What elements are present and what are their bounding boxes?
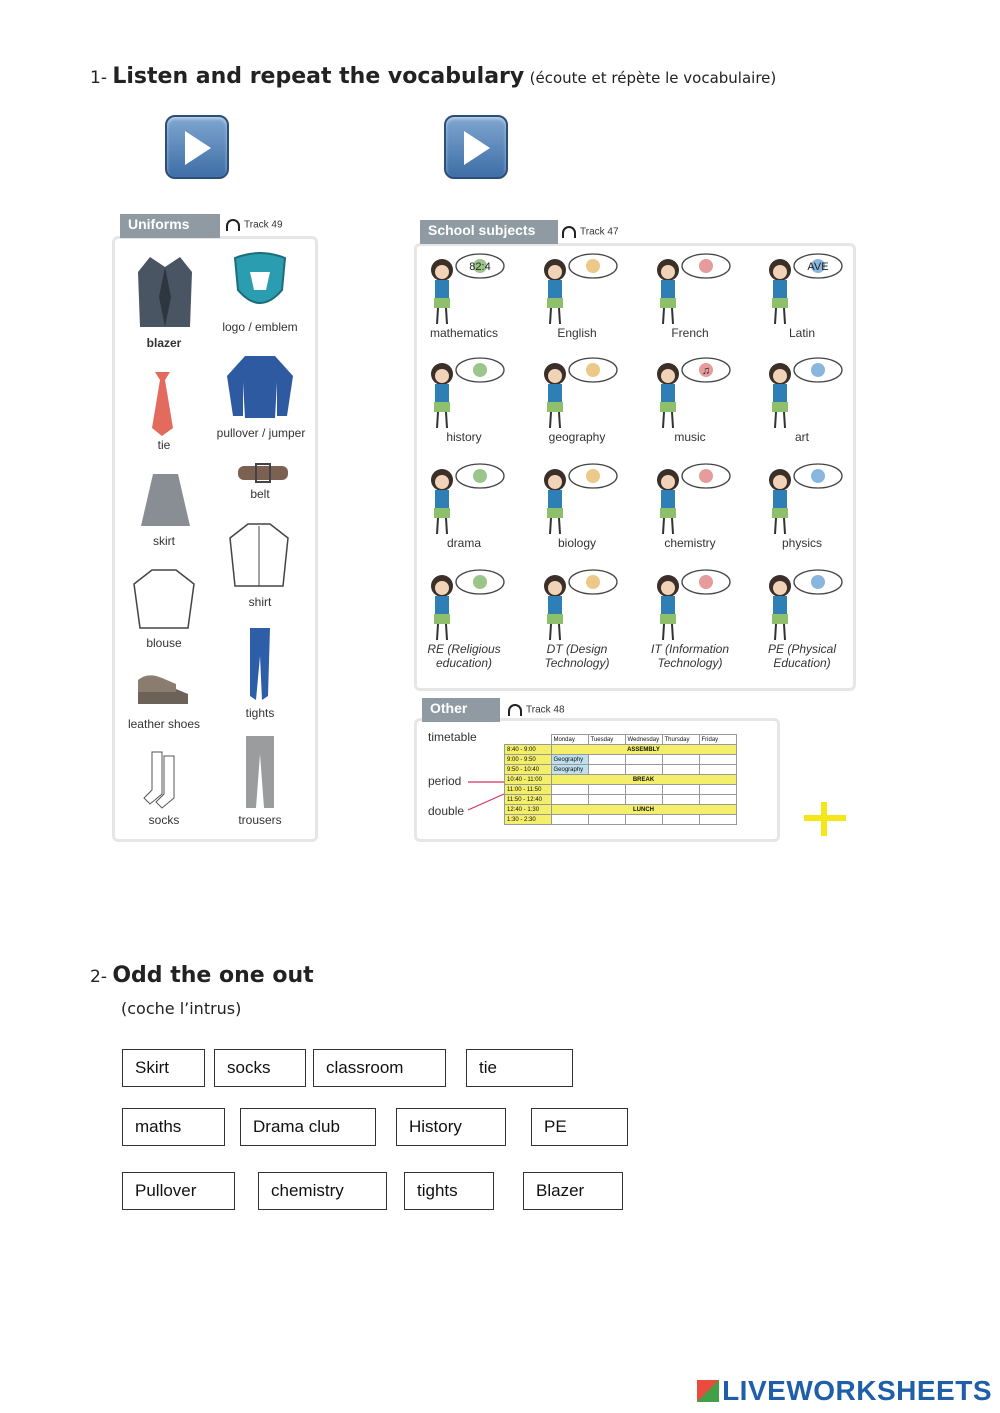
- headphones-icon: [226, 219, 240, 231]
- subject-label: [529, 326, 625, 340]
- uniform-label: leather shoes: [127, 717, 201, 731]
- timetable-day: Tuesday: [588, 735, 625, 745]
- student-figure-icon: [533, 568, 623, 643]
- other-term-timetable: timetable: [428, 730, 477, 744]
- option-box[interactable]: socks: [214, 1049, 306, 1087]
- tie-icon: [145, 368, 180, 438]
- timetable-cell: [699, 815, 736, 825]
- section-1-title: Listen and repeat the vocabulary: [112, 64, 525, 89]
- timetable-time: 11:50 - 12:40: [505, 795, 552, 805]
- uniform-label: pullover / jumper: [216, 426, 306, 440]
- student-figure-icon: [420, 462, 510, 537]
- subject-name: English: [557, 326, 597, 340]
- uniforms-header: Uniforms: [120, 214, 220, 238]
- trousers-icon: [242, 734, 278, 812]
- play-button-uniforms[interactable]: [165, 115, 229, 179]
- student-figure-icon: [420, 252, 510, 327]
- option-box[interactable]: chemistry: [258, 1172, 387, 1210]
- timetable-row: [505, 815, 737, 825]
- tights-icon: [244, 626, 276, 704]
- subject-label: [754, 430, 850, 444]
- student-figure-icon: [533, 252, 623, 327]
- subject-label: [754, 536, 850, 550]
- subject-label: [416, 536, 512, 550]
- subject-label: [642, 642, 738, 670]
- other-track[interactable]: [508, 704, 565, 716]
- subjects-track-label: Track 47: [580, 226, 619, 238]
- section-2-heading: [90, 963, 314, 988]
- belt-icon: [236, 458, 290, 488]
- timetable-cell: [662, 795, 699, 805]
- section-2-title: Odd the one out: [112, 963, 314, 988]
- subject-name: drama: [446, 536, 481, 550]
- uniform-label: logo / emblem: [222, 320, 298, 334]
- subject-name: French: [671, 326, 709, 340]
- timetable-row: [505, 785, 737, 795]
- uniform-label: shirt: [248, 595, 272, 609]
- other-term-double: double: [428, 804, 465, 818]
- section-2-number: 2-: [90, 967, 107, 987]
- uniform-label: skirt: [153, 534, 175, 548]
- option-box[interactable]: maths: [122, 1108, 225, 1146]
- timetable-time: 9:50 - 10:40: [505, 765, 552, 775]
- other-track-label: Track 48: [526, 704, 565, 716]
- subject-name-cont: education): [435, 656, 493, 670]
- timetable-band: LUNCH: [551, 805, 736, 815]
- subject-label: [416, 642, 512, 670]
- option-box[interactable]: Drama club: [240, 1108, 376, 1146]
- timetable-cell: [699, 765, 736, 775]
- timetable-cell: [625, 795, 662, 805]
- shirt-icon: [228, 520, 290, 592]
- timetable-cell: [625, 815, 662, 825]
- timetable-cell: Geography: [551, 755, 588, 765]
- student-figure-icon: [533, 462, 623, 537]
- subject-label: [529, 536, 625, 550]
- subject-name: biology: [557, 536, 597, 550]
- timetable-row: [505, 775, 737, 785]
- subject-name-cont: Education): [773, 656, 831, 670]
- section-1-heading: [90, 64, 776, 89]
- student-figure-icon: [420, 568, 510, 643]
- student-figure-icon: [646, 568, 736, 643]
- timetable-cell: [588, 765, 625, 775]
- timetable-cell: [662, 755, 699, 765]
- uniform-label: blouse: [146, 636, 182, 650]
- timetable-time: 9:00 - 9:50: [505, 755, 552, 765]
- timetable-row: [505, 745, 737, 755]
- option-box[interactable]: tights: [404, 1172, 494, 1210]
- timetable-cell: [588, 785, 625, 795]
- subject-label: [416, 430, 512, 444]
- play-button-subjects[interactable]: [444, 115, 508, 179]
- timetable-cell: [588, 815, 625, 825]
- subject-name: geography: [548, 430, 606, 444]
- skirt-icon: [138, 470, 193, 530]
- uniforms-track-label: Track 49: [244, 219, 283, 231]
- subject-name: Latin: [788, 326, 816, 340]
- option-box[interactable]: Pullover: [122, 1172, 235, 1210]
- timetable-row: [505, 755, 737, 765]
- brand-icon: [697, 1380, 719, 1402]
- subject-label: [754, 326, 850, 340]
- timetable-time: 10:40 - 11:00: [505, 775, 552, 785]
- timetable-time: 1:30 - 2:30: [505, 815, 552, 825]
- subject-label: [754, 642, 850, 670]
- uniform-label: blazer: [146, 336, 182, 350]
- option-box[interactable]: Skirt: [122, 1049, 205, 1087]
- bubble-text: 82:4: [469, 261, 491, 273]
- timetable-day: Wednesday: [625, 735, 662, 745]
- student-figure-icon: [758, 568, 848, 643]
- timetable-row: [505, 805, 737, 815]
- student-figure-icon: [758, 252, 848, 327]
- timetable-corner: [505, 735, 552, 745]
- subject-name: chemistry: [664, 536, 716, 550]
- subject-name-cont: Technology): [544, 656, 610, 670]
- timetable-table: [504, 734, 737, 825]
- uniform-label: tights: [245, 706, 275, 720]
- student-figure-icon: [646, 252, 736, 327]
- student-figure-icon: [533, 356, 623, 431]
- subject-name: art: [794, 430, 809, 444]
- option-box[interactable]: classroom: [313, 1049, 446, 1087]
- subject-name-cont: Technology): [657, 656, 723, 670]
- timetable-cell: Geography: [551, 765, 588, 775]
- timetable-cell: [662, 785, 699, 795]
- timetable-cell: [662, 765, 699, 775]
- option-box[interactable]: Blazer: [523, 1172, 623, 1210]
- subject-name: IT (Information: [650, 642, 730, 656]
- uniform-label: socks: [148, 813, 180, 827]
- timetable-band: ASSEMBLY: [551, 745, 736, 755]
- headphones-icon: [508, 704, 522, 716]
- timetable-cell: [625, 755, 662, 765]
- blazer-icon: [135, 252, 195, 332]
- timetable-row: [505, 795, 737, 805]
- headphones-icon: [562, 226, 576, 238]
- subject-label: [642, 430, 738, 444]
- subject-label: [642, 326, 738, 340]
- student-figure-icon: [758, 462, 848, 537]
- student-figure-icon: [646, 356, 736, 431]
- timetable-row: [505, 765, 737, 775]
- subject-label: [416, 326, 512, 340]
- student-figure-icon: [420, 356, 510, 431]
- liveworksheets-logo[interactable]: [697, 1375, 992, 1407]
- subject-name: history: [446, 430, 482, 444]
- section-2-subtitle: (coche l’intrus): [121, 999, 242, 1018]
- timetable-day: Thursday: [662, 735, 699, 745]
- uniform-label: trousers: [238, 813, 282, 827]
- subject-name: RE (Religious: [427, 642, 501, 656]
- other-header: Other: [422, 698, 500, 722]
- timetable-day: Friday: [699, 735, 736, 745]
- socks-icon: [142, 750, 184, 810]
- uniforms-track[interactable]: [226, 219, 283, 231]
- timetable-cell: [662, 815, 699, 825]
- subjects-header: School subjects: [420, 220, 558, 244]
- timetable-day: Monday: [551, 735, 588, 745]
- leather-shoes-icon: [134, 670, 194, 712]
- timetable-cell: [551, 785, 588, 795]
- option-box[interactable]: tie: [466, 1049, 573, 1087]
- timetable-cell: [625, 765, 662, 775]
- bubble-text: ♫: [701, 365, 711, 377]
- subject-name: PE (Physical: [767, 642, 837, 656]
- subject-label: [642, 536, 738, 550]
- timetable-cell: [699, 785, 736, 795]
- timetable-time: 8:40 - 9:00: [505, 745, 552, 755]
- pointer-arrows: [466, 776, 506, 816]
- section-1-subtitle: (écoute et répète le vocabulaire): [529, 69, 777, 87]
- student-figure-icon: [646, 462, 736, 537]
- other-term-period: period: [428, 774, 462, 788]
- timetable-cell: [699, 795, 736, 805]
- subject-name: music: [674, 430, 706, 444]
- student-figure-icon: [758, 356, 848, 431]
- uniform-label: tie: [157, 438, 171, 452]
- subject-label: [529, 642, 625, 670]
- timetable-cell: [551, 795, 588, 805]
- timetable-cell: [588, 755, 625, 765]
- pullover-icon: [225, 352, 295, 422]
- timetable: [504, 734, 737, 825]
- section-1-number: 1-: [90, 68, 107, 88]
- timetable-band: BREAK: [551, 775, 736, 785]
- emblem-icon: [230, 250, 290, 318]
- plus-mark: [800, 798, 850, 838]
- timetable-cell: [551, 815, 588, 825]
- timetable-cell: [625, 785, 662, 795]
- uniform-label: belt: [250, 487, 270, 501]
- timetable-cell: [588, 795, 625, 805]
- bubble-text: AVE: [807, 261, 829, 273]
- subject-name: DT (Design: [546, 642, 608, 656]
- play-icon: [462, 129, 492, 167]
- timetable-cell: [699, 755, 736, 765]
- play-icon: [183, 129, 213, 167]
- timetable-header-row: [505, 735, 737, 745]
- subject-name: physics: [781, 536, 822, 550]
- timetable-time: 11:00 - 11:50: [505, 785, 552, 795]
- subject-label: [529, 430, 625, 444]
- subjects-track[interactable]: [562, 226, 619, 238]
- brand-text: LIVEWORKSHEETS: [722, 1375, 992, 1406]
- timetable-time: 12:40 - 1:30: [505, 805, 552, 815]
- subject-name: mathematics: [429, 326, 499, 340]
- blouse-icon: [132, 566, 196, 632]
- option-box[interactable]: History: [396, 1108, 506, 1146]
- option-box[interactable]: PE: [531, 1108, 628, 1146]
